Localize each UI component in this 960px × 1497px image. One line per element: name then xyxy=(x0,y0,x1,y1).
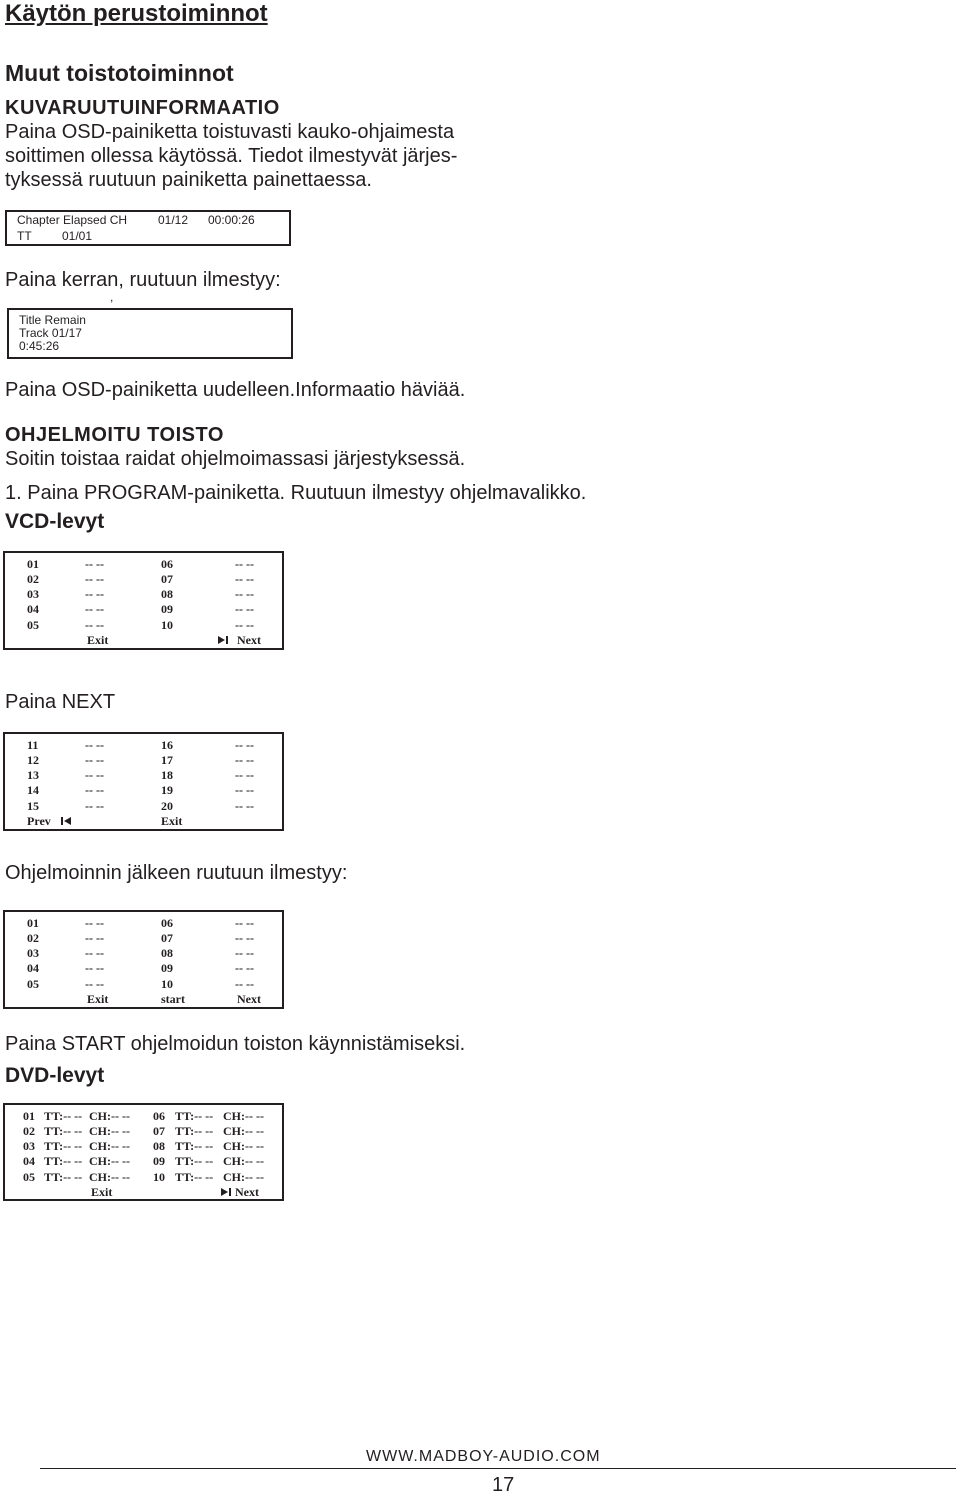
osd-title-remain: Title Remain xyxy=(19,313,86,327)
vcd-program-menu-filled xyxy=(3,910,284,1009)
info-heading: KUVARUUTUINFORMAATIO xyxy=(5,97,280,119)
track-slot-number: 09 xyxy=(161,602,173,616)
vcd-program-menu xyxy=(3,551,284,650)
track-slot-value: -- -- xyxy=(235,738,254,752)
osd-title-count: 01/01 xyxy=(62,229,93,243)
title-slot: TT:-- -- xyxy=(44,1139,83,1153)
track-slot-number: 01 xyxy=(27,916,39,930)
title-slot: TT:-- -- xyxy=(175,1109,214,1123)
title-slot: TT:-- -- xyxy=(175,1154,214,1168)
exit-option: Exit xyxy=(91,1185,113,1199)
page-number: 17 xyxy=(492,1474,515,1496)
track-slot-value: -- -- xyxy=(85,977,104,991)
chapter-slot: CH:-- -- xyxy=(223,1124,264,1138)
press-once-text: Paina kerran, ruutuun ilmestyy: xyxy=(5,269,281,291)
exit-option: Exit xyxy=(161,814,183,828)
track-slot-number: 16 xyxy=(161,738,173,752)
track-slot-value: -- -- xyxy=(235,916,254,930)
track-slot-number: 06 xyxy=(161,557,173,571)
track-slot-number: 09 xyxy=(161,961,173,975)
track-slot-value: -- -- xyxy=(85,602,104,616)
track-slot-value: -- -- xyxy=(85,587,104,601)
exit-option: Exit xyxy=(87,633,109,647)
skip-previous-icon xyxy=(60,816,72,826)
track-slot-value: -- -- xyxy=(235,977,254,991)
osd-chapter-count: 01/12 xyxy=(158,213,189,227)
track-slot-number: 19 xyxy=(161,783,173,797)
osd-mark: , xyxy=(110,290,114,304)
track-slot-value: -- -- xyxy=(235,799,254,813)
chapter-slot: CH:-- -- xyxy=(223,1154,264,1168)
track-slot-number: 07 xyxy=(161,572,173,586)
track-slot-value: -- -- xyxy=(85,799,104,813)
track-slot-number: 04 xyxy=(23,1154,35,1168)
vcd-heading: VCD-levyt xyxy=(5,510,105,533)
track-slot-number: 10 xyxy=(153,1170,165,1184)
chapter-slot: CH:-- -- xyxy=(89,1124,130,1138)
prev-option: Prev xyxy=(27,814,51,828)
track-slot-number: 17 xyxy=(161,753,173,767)
track-slot-value: -- -- xyxy=(85,916,104,930)
title-slot: TT:-- -- xyxy=(44,1154,83,1168)
osd-track: Track 01/17 xyxy=(19,326,82,340)
track-slot-number: 15 xyxy=(27,799,39,813)
osd-chapter-elapsed-label: Chapter Elapsed CH xyxy=(17,213,128,227)
track-slot-number: 10 xyxy=(161,618,173,632)
press-again-text: Paina OSD-painiketta uudelleen.Informaatio häviää. xyxy=(5,379,466,401)
track-slot-number: 04 xyxy=(27,961,39,975)
page-title: Käytön perustoiminnot xyxy=(5,0,268,27)
track-slot-number: 18 xyxy=(161,768,173,782)
track-slot-value: -- -- xyxy=(235,602,254,616)
track-slot-number: 02 xyxy=(27,572,39,586)
track-slot-number: 03 xyxy=(27,946,39,960)
track-slot-number: 02 xyxy=(23,1124,35,1138)
track-slot-number: 09 xyxy=(153,1154,165,1168)
track-slot-value: -- -- xyxy=(85,768,104,782)
track-slot-value: -- -- xyxy=(85,557,104,571)
exit-option: Exit xyxy=(87,992,109,1006)
track-slot-value: -- -- xyxy=(235,931,254,945)
track-slot-number: 05 xyxy=(27,977,39,991)
track-slot-value: -- -- xyxy=(85,961,104,975)
next-option: Next xyxy=(237,633,261,647)
track-slot-number: 01 xyxy=(27,557,39,571)
track-slot-number: 07 xyxy=(161,931,173,945)
dvd-heading: DVD-levyt xyxy=(5,1064,105,1087)
track-slot-value: -- -- xyxy=(235,768,254,782)
title-slot: TT:-- -- xyxy=(175,1170,214,1184)
track-slot-number: 06 xyxy=(153,1109,165,1123)
program-desc: Soitin toistaa raidat ohjelmoimassasi järjestyksessä. xyxy=(5,448,466,470)
osd-title-label: TT xyxy=(17,229,32,243)
track-slot-value: -- -- xyxy=(85,572,104,586)
chapter-slot: CH:-- -- xyxy=(223,1139,264,1153)
chapter-slot: CH:-- -- xyxy=(223,1170,264,1184)
chapter-slot: CH:-- -- xyxy=(89,1139,130,1153)
chapter-slot: CH:-- -- xyxy=(89,1170,130,1184)
track-slot-number: 03 xyxy=(27,587,39,601)
vcd-program-menu-page2 xyxy=(3,732,284,831)
title-slot: TT:-- -- xyxy=(44,1109,83,1123)
track-slot-number: 08 xyxy=(161,946,173,960)
track-slot-number: 10 xyxy=(161,977,173,991)
title-slot: TT:-- -- xyxy=(175,1139,214,1153)
osd-elapsed-time: 00:00:26 xyxy=(208,213,255,227)
track-slot-number: 08 xyxy=(153,1139,165,1153)
footer-url: WWW.MADBOY-AUDIO.COM xyxy=(366,1448,601,1465)
track-slot-number: 08 xyxy=(161,587,173,601)
track-slot-number: 07 xyxy=(153,1124,165,1138)
track-slot-number: 14 xyxy=(27,783,39,797)
press-start-text: Paina START ohjelmoidun toiston käynnistämiseksi. xyxy=(5,1033,466,1055)
track-slot-value: -- -- xyxy=(85,783,104,797)
chapter-slot: CH:-- -- xyxy=(89,1154,130,1168)
track-slot-value: -- -- xyxy=(235,961,254,975)
footer-rule xyxy=(40,1468,956,1469)
track-slot-number: 05 xyxy=(23,1170,35,1184)
title-slot: TT:-- -- xyxy=(44,1170,83,1184)
dvd-program-menu xyxy=(3,1103,284,1201)
track-slot-number: 04 xyxy=(27,602,39,616)
track-slot-value: -- -- xyxy=(235,946,254,960)
info-line: Paina OSD-painiketta toistuvasti kauko-ohjaimesta xyxy=(5,121,455,143)
next-option: Next xyxy=(235,1185,259,1199)
track-slot-value: -- -- xyxy=(85,753,104,767)
title-slot: TT:-- -- xyxy=(175,1124,214,1138)
track-slot-number: 12 xyxy=(27,753,39,767)
track-slot-number: 06 xyxy=(161,916,173,930)
after-programming-text: Ohjelmoinnin jälkeen ruutuun ilmestyy: xyxy=(5,862,348,884)
chapter-slot: CH:-- -- xyxy=(223,1109,264,1123)
track-slot-value: -- -- xyxy=(85,738,104,752)
track-slot-value: -- -- xyxy=(235,557,254,571)
track-slot-value: -- -- xyxy=(85,946,104,960)
track-slot-number: 01 xyxy=(23,1109,35,1123)
program-step1: 1. Paina PROGRAM-painiketta. Ruutuun ilmestyy ohjelmavalikko. xyxy=(5,482,587,504)
skip-next-icon xyxy=(217,635,229,645)
program-heading: OHJELMOITU TOISTO xyxy=(5,424,224,446)
chapter-slot: CH:-- -- xyxy=(89,1109,130,1123)
track-slot-number: 20 xyxy=(161,799,173,813)
track-slot-value: -- -- xyxy=(235,618,254,632)
track-slot-number: 02 xyxy=(27,931,39,945)
track-slot-number: 13 xyxy=(27,768,39,782)
next-option: Next xyxy=(237,992,261,1006)
track-slot-value: -- -- xyxy=(235,783,254,797)
track-slot-value: -- -- xyxy=(235,572,254,586)
osd-display-box xyxy=(5,210,291,246)
osd-remain-time: 0:45:26 xyxy=(19,339,60,353)
track-slot-value: -- -- xyxy=(85,618,104,632)
track-slot-value: -- -- xyxy=(235,753,254,767)
track-slot-value: -- -- xyxy=(235,587,254,601)
press-next-text: Paina NEXT xyxy=(5,691,116,713)
section-title: Muut toistotoiminnot xyxy=(5,60,234,86)
info-line: tyksessä ruutuun painiketta painettaessa. xyxy=(5,169,372,191)
skip-next-icon xyxy=(220,1187,232,1197)
title-slot: TT:-- -- xyxy=(44,1124,83,1138)
track-slot-number: 03 xyxy=(23,1139,35,1153)
track-slot-number: 05 xyxy=(27,618,39,632)
info-line: soittimen ollessa käytössä. Tiedot ilmestyvät järjes- xyxy=(5,145,458,167)
osd-display-box xyxy=(7,308,293,359)
track-slot-number: 11 xyxy=(27,738,39,752)
start-option: start xyxy=(161,992,185,1006)
track-slot-value: -- -- xyxy=(85,931,104,945)
